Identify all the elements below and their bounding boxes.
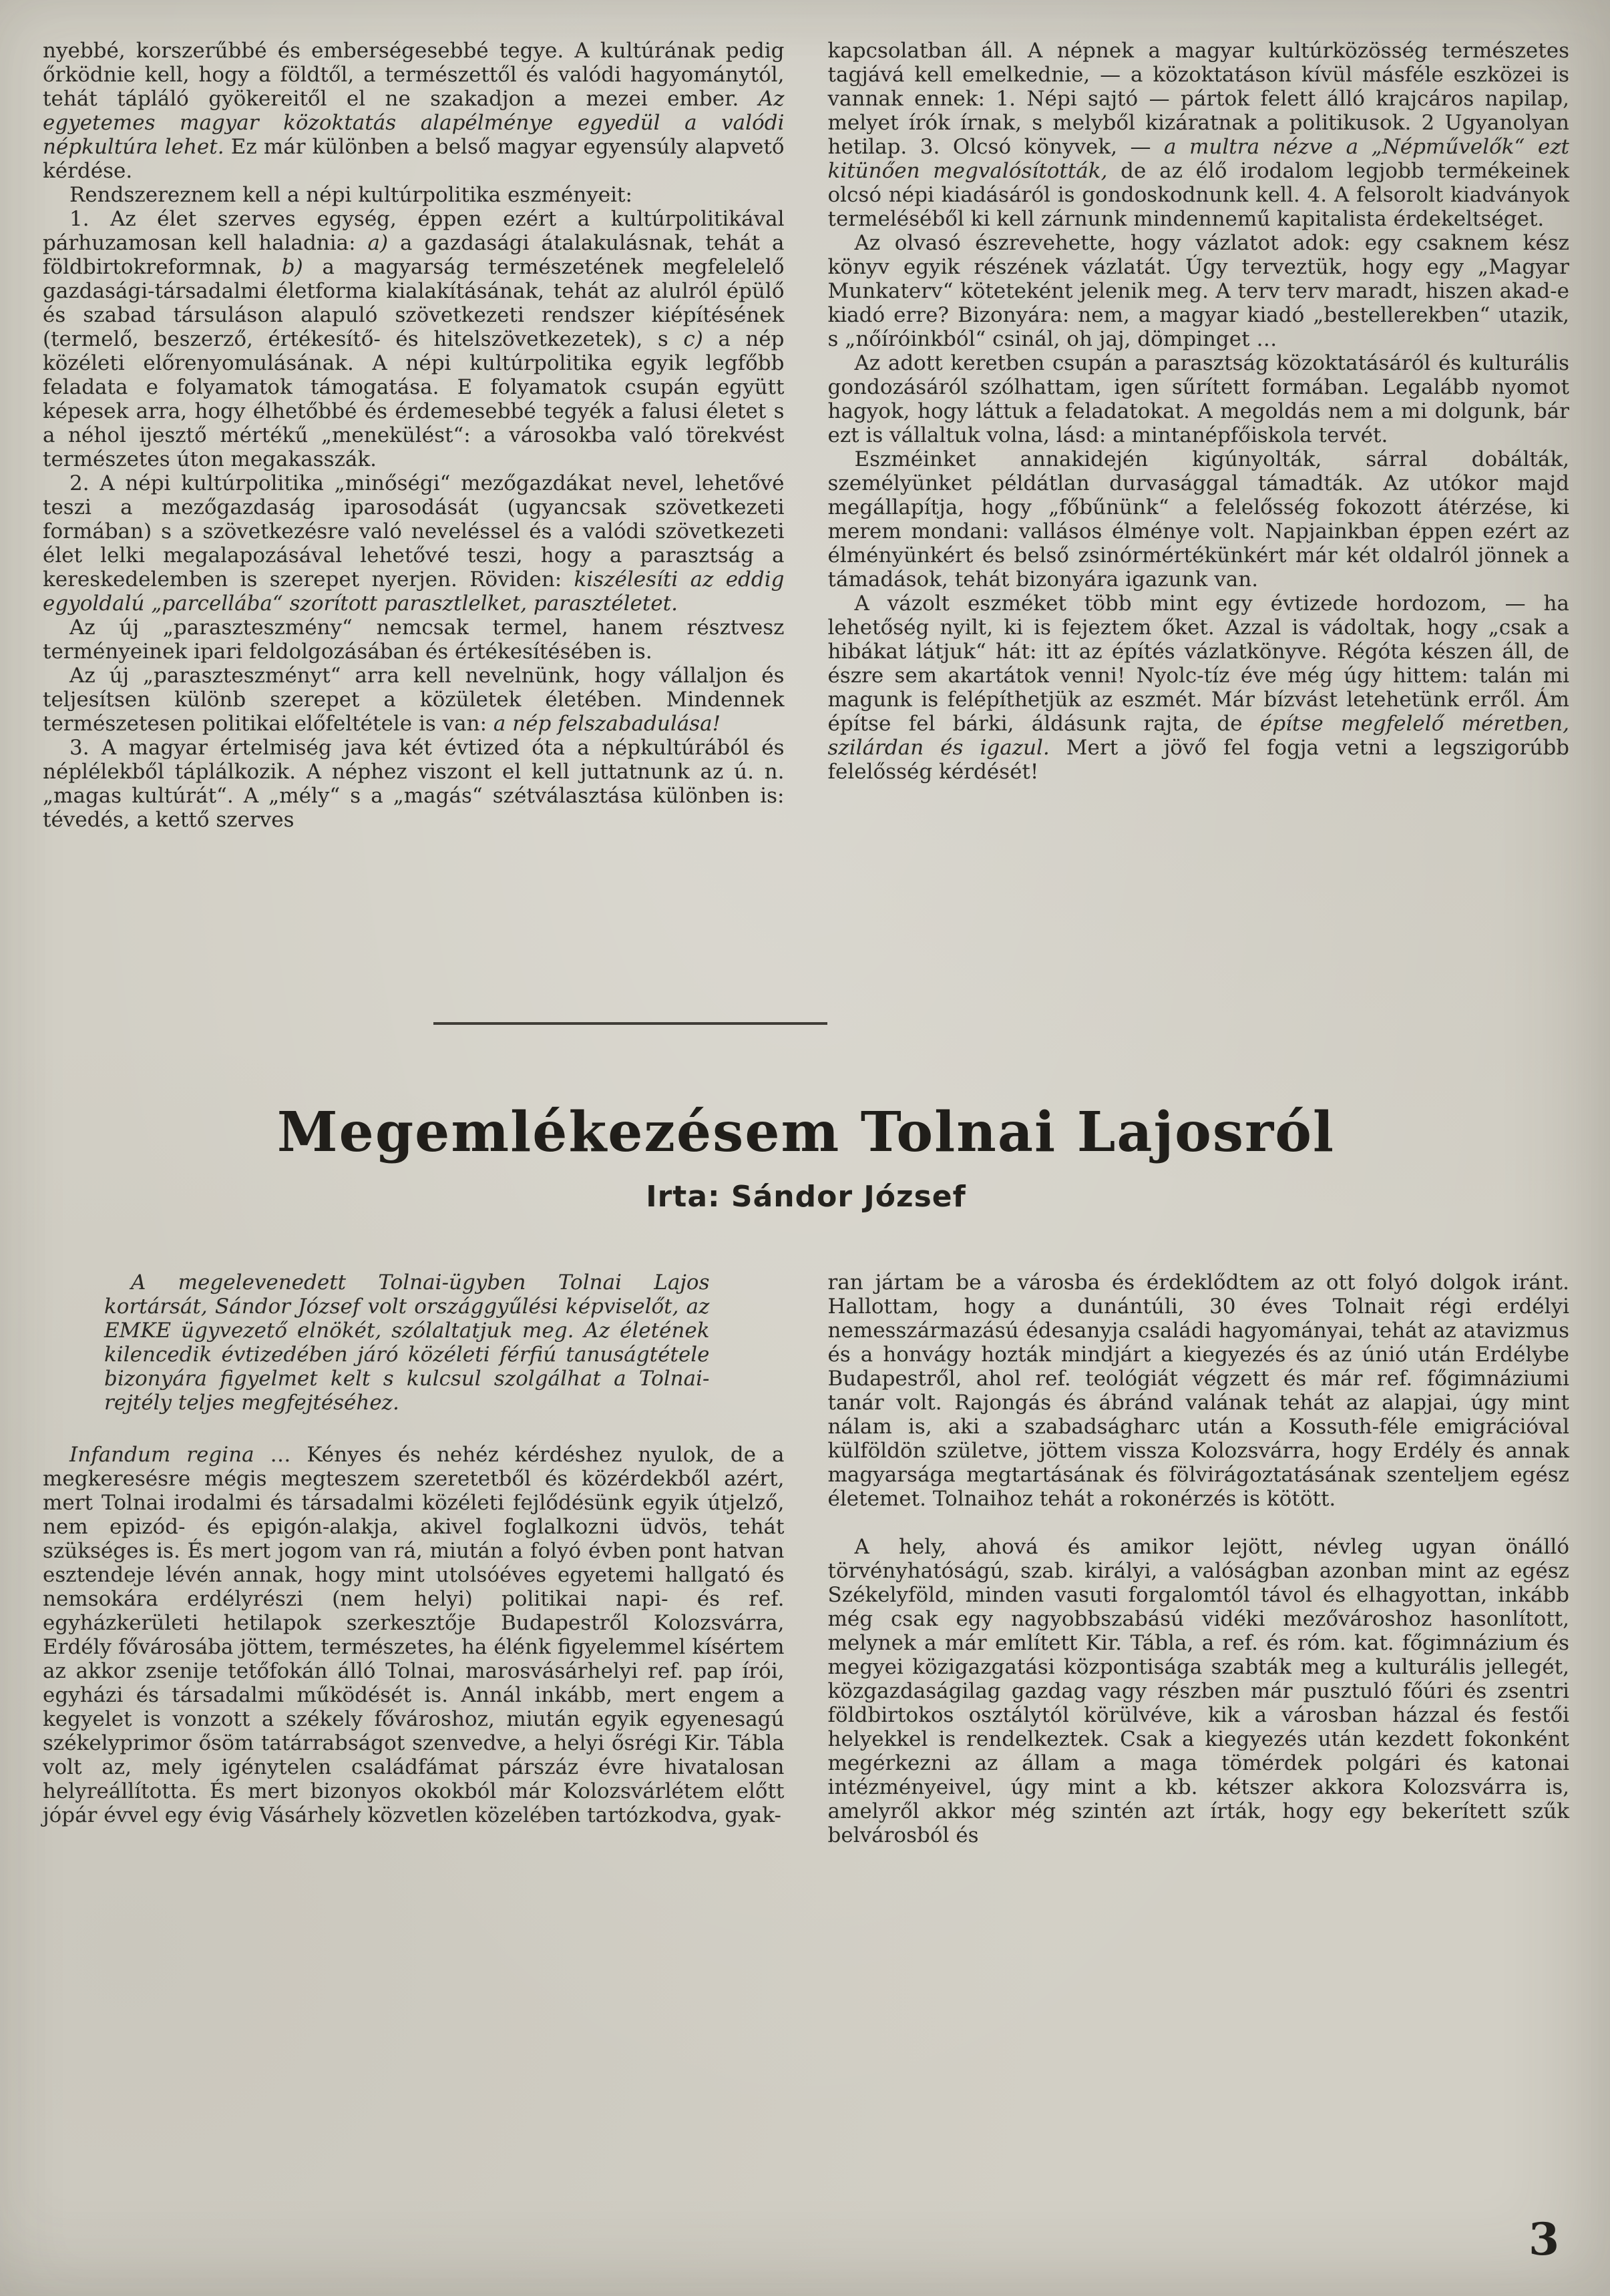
- paragraph: Eszméinket annakidején kigúnyolták, sárral dobálták, személyünket példátlan durvasággal támadták. Az utókor majd megállapítja, hogy „főbűnünk“ a felelősség fokozott átérzése, ki merem mondani: vallásos élménye volt. Napjainkban éppen ezért az élményünkért és belső zsinórmértékünkért már két oldalról jönnek a támadások, tehát bizonyára igazunk van.: [827, 447, 1569, 592]
- paragraph: Az olvasó észrevehette, hogy vázlatot adok: egy csaknem kész könyv egyik részének vázlatát. Úgy terveztük, hogy egy „Magyar Munkaterv“ köteteként jelenik meg. A terv terv maradt, hiszen akad-e kiadó erre? Bizonyára: nem, a magyar kiadó „bestellerekben“ utazik, s „nőíróinkból“ csinál, oh jaj, dömpinget …: [827, 231, 1569, 351]
- article-intro: A megelevenedett Tolnai-ügyben Tolnai Lajos kortársát, Sándor József volt országgyűlési képviselőt, az EMKE ügyvezető elnökét, szólaltatjuk meg. Az életének kilencedik évtizedében járó közéleti férfiú tanuságtétele bizonyára figyelmet kelt s kulcsul szolgálhat a Tolnai-rejtély teljes megfejtéséhez.: [104, 1271, 710, 1415]
- paragraph: 1. Az élet szerves egység, éppen ezért a kultúrpolitikával párhuzamosan kell haladnia: a) a gazdasági átalakulásnak, tehát a földbirtokreformnak, b) a magyarság természetének megfelelelő gazdasági-társadalmi életforma kialakításának, tehát az alulról épülő és szabad társuláson alapuló szövetkezeti rendszer kiépítésének (termelő, beszerző, értékesítő- és hitelszövetkezetek), s c) a nép közéleti előrenyomulásának. A népi kultúrpolitika egyik legfőbb feladata e folyamatok támogatása. E folyamatok csupán együtt képesek arra, hogy élhetőbbé és érdemesebbé tegyék a falusi életet s a néhol ijesztő mértékű „menekülést“: a városokba való törekvést természetes úton megakasszák.: [43, 207, 785, 471]
- article-top-columns: [43, 39, 1569, 832]
- article-title: Megemlékezésem Tolnai Lajosról: [276, 1100, 1336, 1164]
- section-divider-rule: [433, 1022, 827, 1025]
- paragraph: A vázolt eszméket több mint egy évtizede hordozom, — ha lehetőség nyilt, ki is fejeztem őket. Azzal is vádoltak, hogy „csak a hibákat látjuk“ hát: itt az építés vázlatkönyve. Régóta készen áll, de észre sem akartátok venni! Nyolc-tíz éve még úgy hittem: talán mi magunk is felépíthetjük az eszmét. Már bízvást letehetünk erről. Ám építse fel bárki, áldásunk rajta, de építse megfelelő méretben, szilárdan és igazul. Mert a jövő fel fogja vetni a legszigorúbb felelősség kérdését!: [827, 592, 1570, 784]
- paragraph: Rendszereznem kell a népi kultúrpolitika eszményeit:: [69, 183, 632, 207]
- paragraph: nyebbé, korszerűbbé és emberségesebbé tegye. A kultúrának pedig őrködnie kell, hogy a földtől, a természettől és valódi hagyománytól, tehát tápláló gyökereitől el ne szakadjon a mezei ember. Az egyetemes magyar közoktatás alapélménye egyedül a valódi népkultúra lehet. Ez már különben a belső magyar egyensúly alapvető kérdése.: [43, 39, 785, 183]
- paragraph: Az adott keretben csupán a parasztság közoktatásáról és kulturális gondozásáról szólhattam, igen sűrített formában. Legalább nyomot hagyok, hogy láttuk a feladatokat. A megoldás nem a mi dolgunk, bár ezt is vállaltuk volna, lásd: a mintanépfőiskola tervét.: [827, 351, 1569, 447]
- article-top-column-right: [828, 39, 1570, 832]
- article-top-column-left: [43, 39, 785, 832]
- paragraph: Infandum regina … Kényes és nehéz kérdéshez nyulok, de a megkeresésre mégis megteszem szeretetből és közérdekből azért, mert Tolnai irodalmi és társadalmi közéleti fejlődésünk egyik útjelző, nem epizód- és epigón-alakja, akivel foglalkozni üdvös, tehát szükséges is. És mert jogom van rá, miután a folyó évben pont hatvan esztendeje lévén annak, hogy mint utolsóéves egyetemi hallgató és nemsokára erdélyrészi (nem helyi) politikai napi- és ref. egyházkerületi hetilapok szerkesztője Budapestről Kolozsvárra, Erdély fővárosába jöttem, természetes, ha élénk figyelemmel kísértem az akkor zsenije tetőfokán álló Tolnai, marosvásárhelyi ref. pap írói, egyházi és társadalmi működését is. Annál inkább, mert engem a kegyelet is vonzott a székely fővároshoz, miután egyik egyenesagú székelyprimor ősöm tatárrabságot szenvedve, a helyi ősrégi Kir. Tábla volt az, mely igénytelen családfámat párszáz évre hivatalosan helyreállította. És mert bizonyos okokból már Kolozsvárlétem előtt jópár évvel egy évig Vásárhely közvetlen közelében tartózkodva, gyak-: [43, 1443, 785, 1828]
- paragraph: A hely, ahová és amikor lejött, névleg ugyan önálló törvényhatóságú, szab. királyi, a valóságban azonban mint az egész Székelyföld, minden vasuti forgalomtól távol és elhagyottan, inkább még csak egy nagyobbszabású vidéki mezővároshoz hasonlított, melynek a már említett Kir. Tábla, a ref. és róm. kat. főgimnázium és megyei közigazgatási központisága szabták meg a kulturális jellegét, közgazdaságilag gazdag vagy részben már pusztuló főúri és zsentri földbirtokos osztálytól körülvéve, kik a városban házzal és festői helyekkel is rendelkeztek. Csak a kiegyezés után kezdett fokonként megérkezni az állam a maga tömérdek polgári és katonai intézményeivel, úgy mint a kb. kétszer akkora Kolozsvárra is, amelyről akkor még szintén azt írták, hogy egy bekerített szűk belvárosból és: [827, 1535, 1569, 1848]
- paragraph: ran jártam be a városba és érdeklődtem az ott folyó dolgok iránt. Hallottam, hogy a dunántúli, 30 éves Tolnait régi erdélyi nemesszármazású édesanyja családi hagyományai, tehát az atavizmus és a honvágy hozták mindjárt a kiegyezés és az únió után Erdélybe Budapestről, ahol ref. teológiát végzett és már ref. főgimnáziumi tanár volt. Rajongás és ábránd valának tehát az alapjai, úgy mint nálam is, aki a szabadságharc után a Kossuth-féle emigrációval külföldön születve, jöttem vissza Kolozsvárra, hogy Erdély és annak magyarsága megtartásának és fölvirágoztatásának szenteljem egész életemet. Tolnaihoz tehát a rokonérzés is kötött.: [827, 1271, 1569, 1512]
- paragraph: 2. A népi kultúrpolitika „minőségi“ mezőgazdákat nevel, lehetővé teszi a mezőgazdaság iparosodását (ugyancsak szövetkezeti formában) s a szövetkezésre való neveléssel és a valódi szövetkezeti élet lelki megalapozásával lehetővé teszi, hogy a parasztság a kereskedelemben is szerepet nyerjen. Röviden: kiszélesíti az eddig egyoldalú „parcellába“ szorított parasztlelket, parasztéletet.: [43, 471, 785, 616]
- article-main: [43, 1102, 1569, 1847]
- paragraph: Az új „paraszteszmény“ nemcsak termel, hanem résztvesz terményeinek ipari feldolgozásában és értékesítésében is.: [43, 616, 785, 664]
- paragraph: 3. A magyar értelmiség java két évtized óta a népkultúrából és néplélekből táplálkozik. A néphez viszont el kell juttatnunk az ú. n. „magas kultúrát“. A „mély“ s a „magás“ szétválasztása különben is: tévedés, a kettő szerves: [43, 736, 785, 832]
- article-byline: Irta: Sándor József: [646, 1180, 966, 1214]
- article-main-column-right: [828, 1271, 1570, 1847]
- paragraph: Az új „paraszteszményt“ arra kell nevelnünk, hogy vállaljon és teljesítsen különb szerepet a közületek életében. Mindennek természetesen politikai előfeltétele is van: a nép felszabadulása!: [43, 664, 785, 736]
- article-top: [43, 39, 1569, 832]
- paragraph: kapcsolatban áll. A népnek a magyar kultúrközösség természetes tagjává kell emelkednie, — a közoktatáson kívül másféle eszközei is vannak ennek: 1. Népi sajtó — pártok felett álló krajcáros napilap, melyet írók írnak, s melyből kizáratnak a politikusok. 2 Ugyanolyan hetilap. 3. Olcsó könyvek, — a multra nézve a „Népművelők“ ezt kitünően megvalósították, de az élő irodalom legjobb termékeinek olcsó népi kiadásáról is gondoskodnunk kell. 4. A felsorolt kiadványok termeléséből ki kell zárnunk mindennemű kapitalista érdekeltséget.: [827, 39, 1569, 231]
- article-main-columns: [43, 1271, 1569, 1847]
- page-number: 3: [1529, 2213, 1559, 2265]
- article-main-column-left: [43, 1271, 785, 1847]
